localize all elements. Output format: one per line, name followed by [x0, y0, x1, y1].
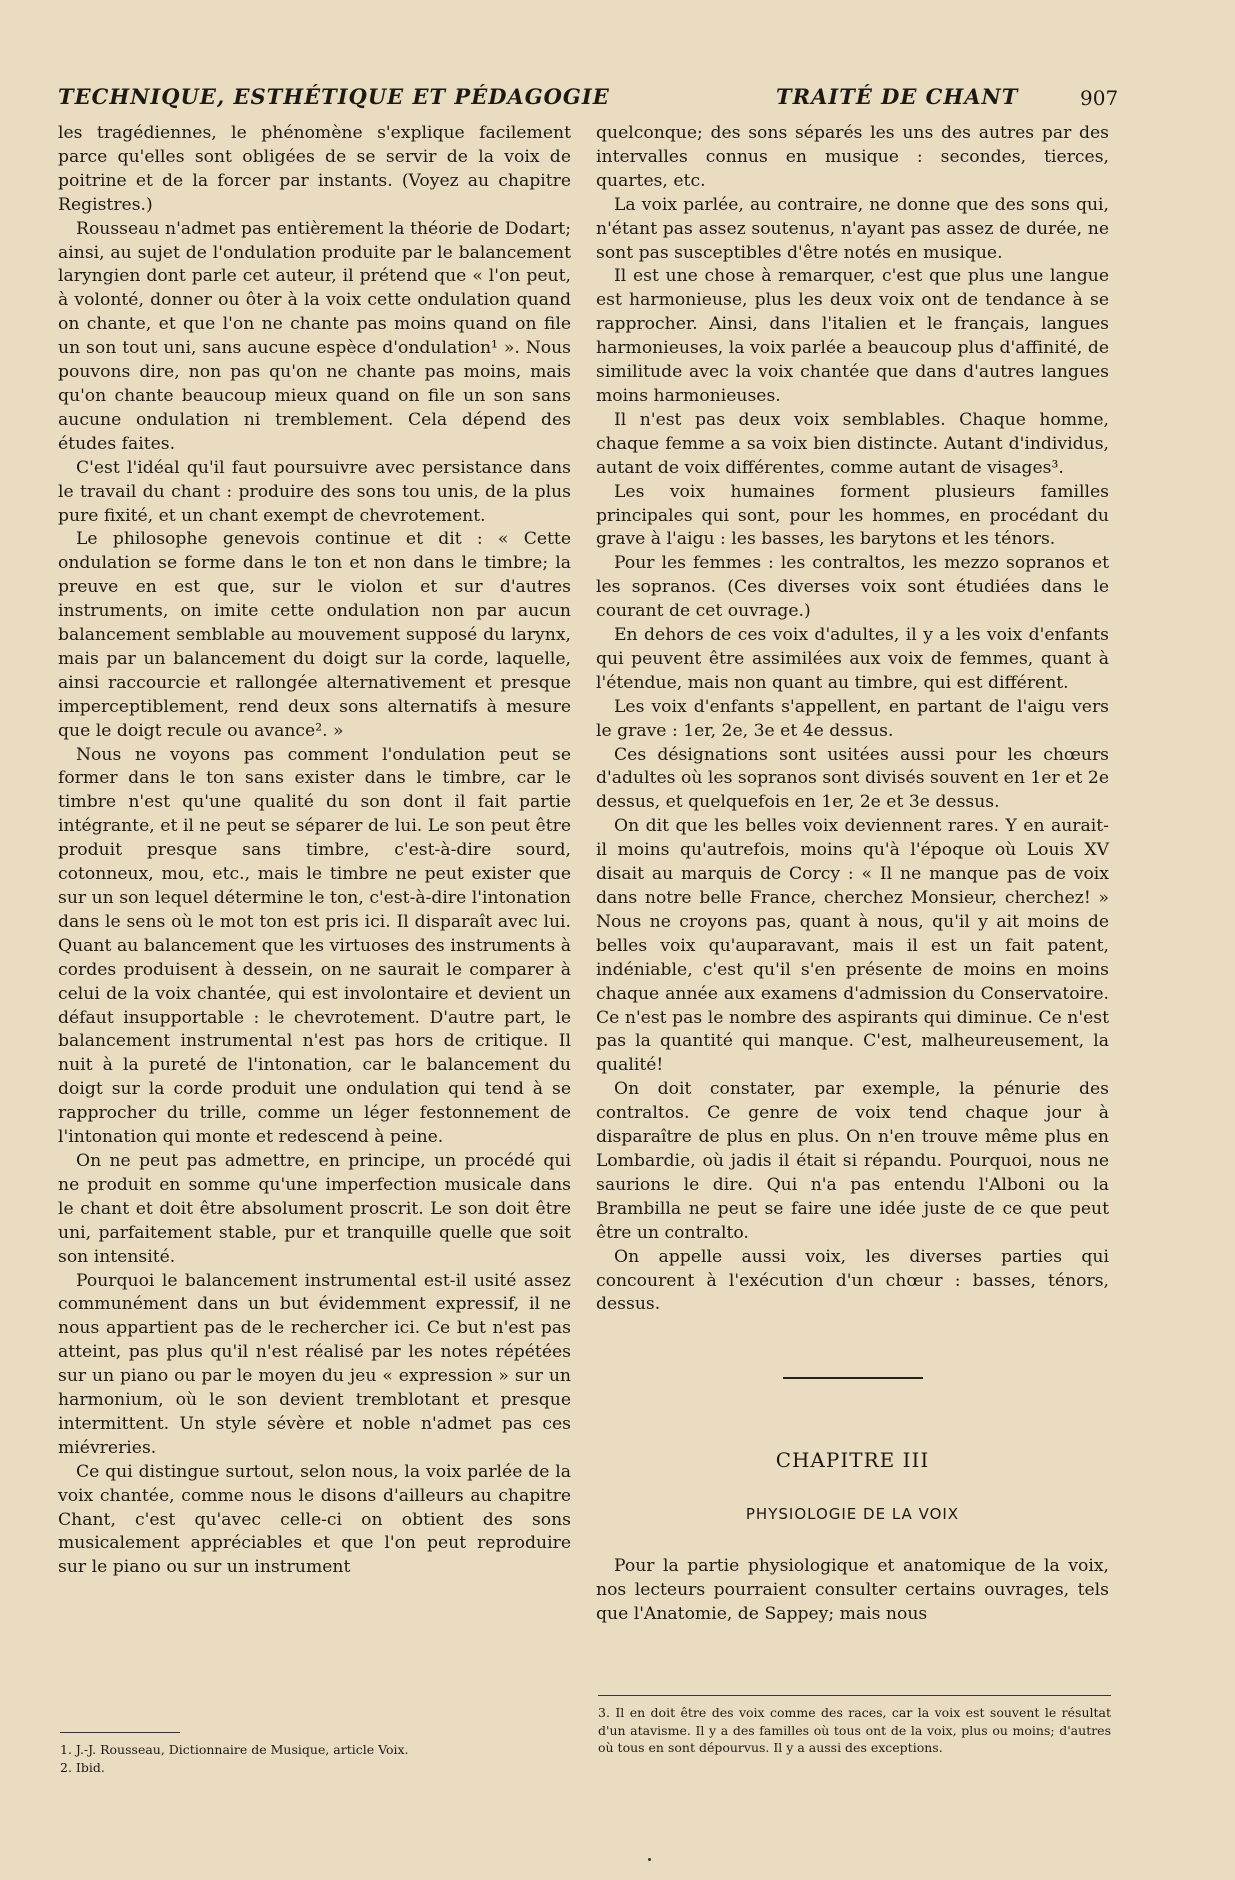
page-number: 907 [1080, 86, 1119, 110]
footnotes-left [60, 1741, 560, 1776]
paragraph: Rousseau n'admet pas entièrement la théorie de Dodart; ainsi, au sujet de l'ondulation produite par le balancement laryngien dont parle cet auteur, il prétend que « l'on peut, à volonté, donner ou ôter à la voix cette ondulation quand on chante, et que l'on ne chante pas moins quand on file un son tout uni, sans aucune espèce d'ondulation¹ ». Nous pouvons dire, non pas qu'on ne chante pas moins, mais qu'on chante beaucoup mieux quand on file un son sans aucune ondulation ni tremblement. Cela dépend des études faites. [58, 218, 571, 454]
paragraph: Pour les femmes : les contraltos, les mezzo sopranos et les sopranos. (Ces diverses voix sont étudiées dans le courant de cet ouvrage.) [596, 553, 1109, 622]
paragraph: C'est l'idéal qu'il faut poursuivre avec persistance dans le travail du chant : produire des sons tou unis, de la plus pure fixité, et un chant exempt de chevrotement. [58, 457, 571, 526]
left-column [58, 122, 571, 1580]
paragraph: Ce qui distingue surtout, selon nous, la voix parlée de la voix chantée, comme nous le disons d'ailleurs au chapitre Chant, c'est qu'avec celle-ci on obtient des sons musicalement appréciables et que l'on peut reproduire sur le piano ou sur un instrument [58, 1461, 571, 1578]
footnote-rule [60, 1732, 180, 1733]
paragraph: On appelle aussi voix, les diverses parties qui concourent à l'exécution d'un chœur : basses, ténors, dessus. [596, 1246, 1109, 1315]
paragraph: quelconque; des sons séparés les uns des autres par des intervalles connus en musique : secondes, tierces, quartes, etc. [596, 123, 1109, 191]
paragraph: On ne peut pas admettre, en principe, un procédé qui ne produit en somme qu'une imperfection musicale dans le chant et doit être absolument proscrit. Le son doit être uni, parfaitement stable, pur et tranquille quelle que soit son intensité. [58, 1150, 571, 1267]
page-speck [648, 1858, 651, 1861]
paragraph: On doit constater, par exemple, la pénurie des contraltos. Ce genre de voix tend chaque jour à disparaître de plus en plus. On n'en trouve même plus en Lombardie, où jadis il était si répandu. Pourquoi, nous ne saurions le dire. Qui n'a pas entendu l'Alboni ou la Brambilla ne peut se faire une idée juste de ce que peut être un contralto. [596, 1079, 1109, 1243]
footnote-rule [598, 1695, 1111, 1696]
paragraph: Les voix d'enfants s'appellent, en partant de l'aigu vers le grave : 1er, 2e, 3e et 4e dessus. [596, 696, 1109, 741]
running-header-right: TRAITÉ DE CHANT [776, 84, 1019, 109]
paragraph: Les voix humaines forment plusieurs familles principales qui sont, pour les hommes, en procédant du grave à l'aigu : les basses, les barytons et les ténors. [596, 481, 1109, 550]
section-divider [783, 1377, 923, 1379]
paragraph: En dehors de ces voix d'adultes, il y a les voix d'enfants qui peuvent être assimilées aux voix de femmes, quant à l'étendue, mais non quant au timbre, qui est différent. [596, 625, 1109, 693]
paragraph: Il est une chose à remarquer, c'est que plus une langue est harmonieuse, plus les deux voix ont de tendance à se rapprocher. Ainsi, dans l'italien et le français, langues harmonieuses, la voix parlée a beaucoup plus d'affinité, de similitude avec la voix chantée que dans d'autres langues moins harmonieuses. [596, 266, 1109, 406]
paragraph: Il n'est pas deux voix semblables. Chaque homme, chaque femme a sa voix bien distincte. Autant d'individus, autant de voix différentes, comme autant de visages³. [596, 409, 1109, 478]
chapter-subtitle: PHYSIOLOGIE DE LA VOIX [745, 1505, 960, 1524]
chapter-title: CHAPITRE III [775, 1448, 930, 1473]
running-header-left: TECHNIQUE, ESTHÉTIQUE ET PÉDAGOGIE [58, 84, 610, 109]
right-column [596, 122, 1109, 1627]
footnote: 2. Ibid. [60, 1759, 105, 1775]
paragraph: La voix parlée, au contraire, ne donne que des sons qui, n'étant pas assez soutenus, n'ayant pas assez de durée, ne sont pas susceptibles d'être notés en musique. [596, 194, 1109, 263]
paragraph: Pourquoi le balancement instrumental est-il usité assez communément dans un but évidemment expressif, il ne nous appartient pas de le rechercher ici. Ce but n'est pas atteint, pas plus qu'il n'est réalisé par les notes répétées sur un piano ou par le moyen du jeu « expression » sur un harmonium, où le son devient tremblotant et presque intermittent. Un style sévère et noble n'admet pas ces miévreries. [58, 1270, 571, 1458]
paragraph: Le philosophe genevois continue et dit : « Cette ondulation se forme dans le ton et non dans le timbre; la preuve en est que, sur le violon et sur d'autres instruments, on imite cette ondulation non par aucun balancement semblable au mouvement supposé du larynx, mais par un balancement du doigt sur la corde, laquelle, ainsi raccourcie et rallongée alternativement et presque imperceptiblement, rend deux sons alternatifs à mesure que le doigt recule ou avance². » [58, 529, 571, 741]
paragraph: Nous ne voyons pas comment l'ondulation peut se former dans le ton sans exister dans le timbre, car le timbre n'est qu'une qualité du son dont il fait partie intégrante, et il ne peut se séparer de lui. Le son peut être produit presque sans timbre, c'est-à-dire sourd, cotonneux, mou, etc., mais le timbre ne peut exister que sur un son lequel détermine le ton, c'est-à-dire l'intonation dans le sens où le mot ton est pris ici. Il disparaît avec lui. Quant au balancement que les virtuoses des instruments à cordes produisent à dessein, on ne saurait le comparer à celui de la voix chantée, qui est involontaire et devient un défaut insupportable : le chevrotement. D'autre part, le balancement instrumental n'est pas hors de critique. Il nuit à la pureté de l'intonation, car le balancement du doigt sur la corde produit une ondulation qui tend à se rapprocher du trille, comme un léger festonnement de l'intonation qui monte et redescend à peine. [58, 744, 571, 1148]
paragraph: On dit que les belles voix deviennent rares. Y en aurait-il moins qu'autrefois, moins qu'à l'époque où Louis XV disait au marquis de Corcy : « Il ne manque pas de voix dans notre belle France, cherchez Monsieur, cherchez! » Nous ne croyons pas, quant à nous, qu'il y ait moins de belles voix qu'auparavant, mais il est un fait patent, indéniable, c'est qu'il s'en présente de moins en moins chaque année aux examens d'admission du Conservatoire. Ce n'est pas le nombre des aspirants qui diminue. Ce n'est pas la quantité qui manque. C'est, malheureusement, la qualité! [596, 816, 1109, 1076]
paragraph: les tragédiennes, le phénomène s'explique facilement parce qu'elles sont obligées de se servir de la voix de poitrine et de la forcer par instants. (Voyez au chapitre Registres.) [58, 123, 571, 215]
paragraph: Ces désignations sont usitées aussi pour les chœurs d'adultes où les sopranos sont divisés souvent en 1er et 2e dessus, et quelquefois en 1er, 2e et 3e dessus. [596, 744, 1109, 813]
footnote: 3. Il en doit être des voix comme des races, car la voix est souvent le résultat d'un atavisme. Il y a des familles où tous ont de la voix, plus ou moins; d'autres où tous en sont dépourvus. Il y a aussi des exceptions. [598, 1705, 1111, 1755]
footnotes-right [598, 1704, 1111, 1757]
paragraph: Pour la partie physiologique et anatomique de la voix, nos lecteurs pourraient consulter certains ouvrages, tels que l'Anatomie, de Sappey; mais nous [596, 1556, 1109, 1624]
footnote: 1. J.-J. Rousseau, Dictionnaire de Musique, article Voix. [60, 1742, 409, 1757]
